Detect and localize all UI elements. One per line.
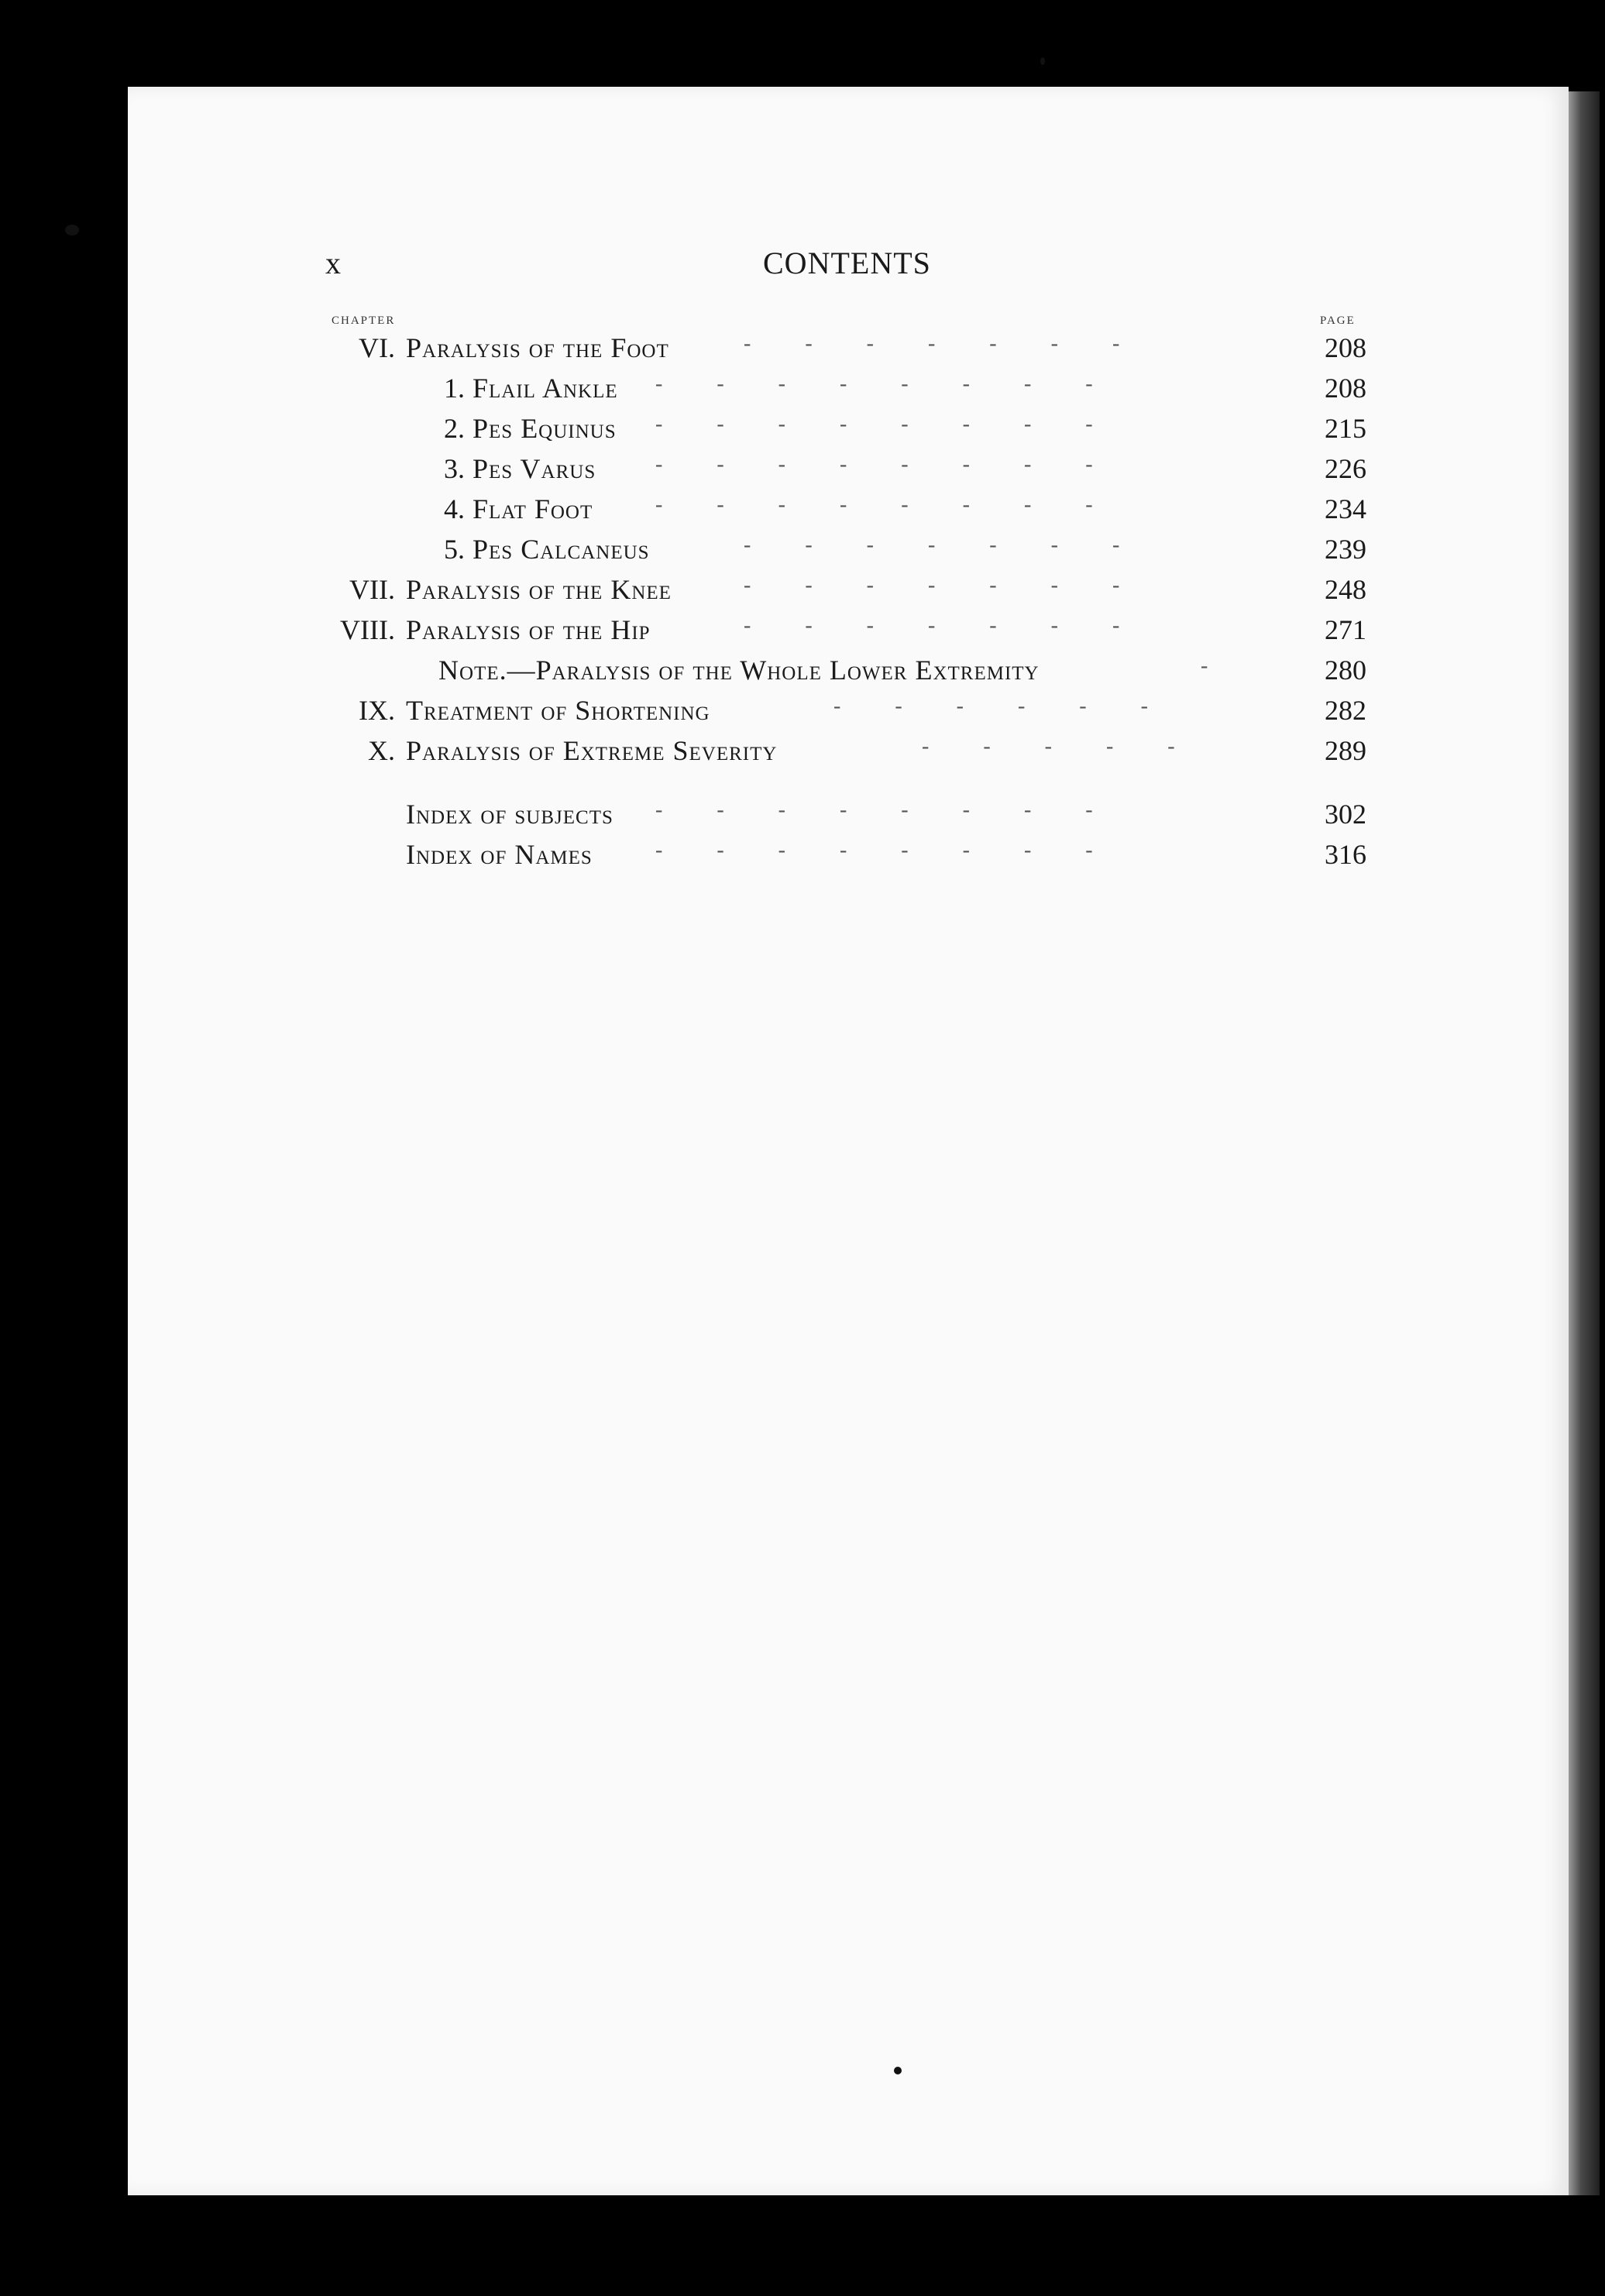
dot-leader: - - - - - - - - <box>655 452 1093 476</box>
entry-title: Treatment of Shortening <box>406 695 710 726</box>
toc-entry <box>310 573 1366 609</box>
entry-number: 2. <box>444 413 465 444</box>
toc-entry <box>310 533 1366 569</box>
dot-leader: - - - - - - <box>833 694 1148 718</box>
toc-entry <box>310 838 1366 874</box>
entry-page: 208 <box>1325 373 1366 404</box>
entry-title: Paralysis of the Hip <box>406 614 651 645</box>
dot-leader: - - - - - - - - <box>655 798 1093 822</box>
entry-page: 234 <box>1325 493 1366 524</box>
entry-page: 208 <box>1325 332 1366 363</box>
ink-speck <box>65 225 79 235</box>
toc-entry <box>310 614 1366 649</box>
toc-entry <box>310 412 1366 448</box>
toc-entry <box>310 798 1366 834</box>
dot-leader: - - - - - - - <box>744 573 1120 597</box>
entry-title: Paralysis of Extreme Severity <box>406 735 778 766</box>
toc-entry <box>310 694 1366 730</box>
entry-number: VI. <box>359 332 395 363</box>
dot-leader: - - - - - - - - <box>655 372 1093 396</box>
entry-page: 316 <box>1325 839 1366 870</box>
entry-title: Note.—Paralysis of the Whole Lower Extremity <box>438 655 1040 686</box>
toc-entry <box>310 332 1366 367</box>
toc-entry <box>310 654 1366 689</box>
entry-number: VIII. <box>340 614 395 645</box>
entry-page: 226 <box>1325 453 1366 484</box>
dot-leader: - - - - - - - <box>744 332 1120 356</box>
entry-page: 280 <box>1325 655 1366 686</box>
entry-number: 3. <box>444 453 465 484</box>
dot-leader: - - - - - - - <box>744 533 1120 557</box>
page-edge-shadow <box>1569 91 1600 2195</box>
entry-number: 1. <box>444 373 465 404</box>
entry-number: X. <box>368 735 395 766</box>
ink-speck <box>1040 57 1045 65</box>
dot-leader: - - - - - <box>922 734 1175 758</box>
entry-title: Index of subjects <box>406 799 613 830</box>
dot-leader: - <box>1201 654 1208 678</box>
ink-speck <box>894 2067 902 2074</box>
entry-page: 282 <box>1325 695 1366 726</box>
entry-title: Flail Ankle <box>473 373 618 404</box>
page-column-head: PAGE <box>1320 314 1356 327</box>
dot-leader: - - - - - - - <box>744 614 1120 638</box>
entry-number: 4. <box>444 493 465 524</box>
entry-number: VII. <box>349 574 395 605</box>
entry-number: IX. <box>359 695 395 726</box>
toc-entry <box>310 734 1366 770</box>
entry-page: 271 <box>1325 614 1366 645</box>
entry-number: 5. <box>444 534 465 565</box>
toc-entry <box>310 493 1366 528</box>
entry-page: 239 <box>1325 534 1366 565</box>
chapter-column-head: CHAPTER <box>332 314 396 327</box>
toc-entry <box>310 372 1366 407</box>
entry-page: 248 <box>1325 574 1366 605</box>
toc-entry <box>310 452 1366 488</box>
entry-title: Index of Names <box>406 839 593 870</box>
running-title: CONTENTS <box>763 246 931 280</box>
entry-title: Pes Equinus <box>473 413 617 444</box>
entry-title: Paralysis of the Foot <box>406 332 669 363</box>
entry-title: Pes Varus <box>473 453 596 484</box>
page-folio: x <box>325 246 341 280</box>
entry-page: 215 <box>1325 413 1366 444</box>
entry-title: Paralysis of the Knee <box>406 574 672 605</box>
entry-page: 302 <box>1325 799 1366 830</box>
dot-leader: - - - - - - - - <box>655 838 1093 862</box>
entry-title: Flat Foot <box>473 493 593 524</box>
dot-leader: - - - - - - - - <box>655 493 1093 517</box>
dot-leader: - - - - - - - - <box>655 412 1093 436</box>
entry-title: Pes Calcaneus <box>473 534 650 565</box>
entry-page: 289 <box>1325 735 1366 766</box>
